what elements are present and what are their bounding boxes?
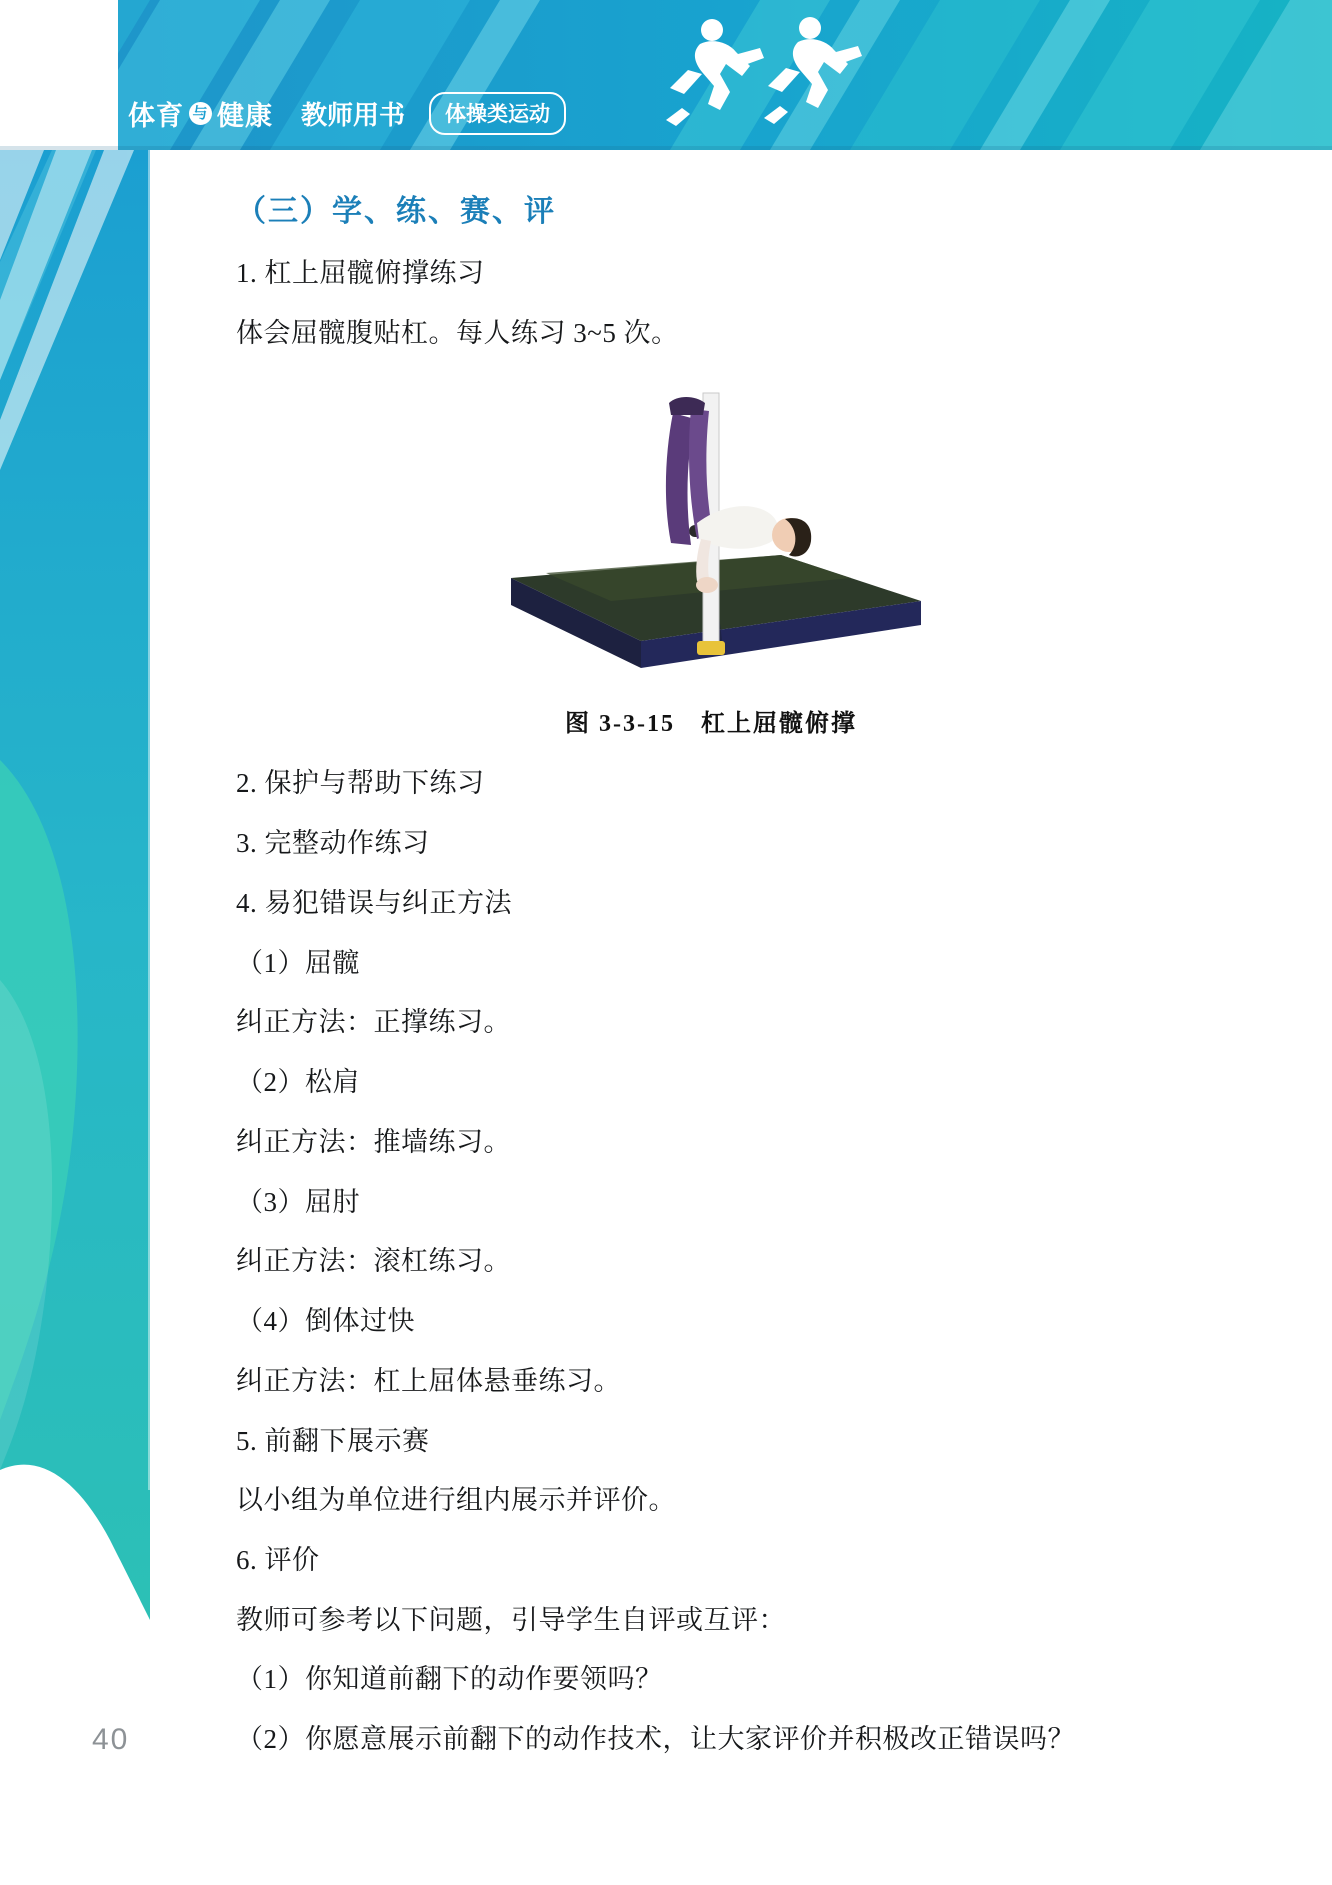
paragraph-15: 以小组为单位进行组内展示并评价。 [236,1485,676,1516]
paragraph-16: 6. 评价 [236,1545,320,1576]
chapter-badge: 体操类运动 [429,92,566,135]
book-title [128,94,273,133]
paragraph-13: 纠正方法：杠上屈体悬垂练习。 [236,1365,621,1396]
paragraph-17: 教师可参考以下问题，引导学生自评或互评： [236,1604,786,1635]
book-title-left: 体育 [128,101,184,131]
header-titles [128,92,566,135]
paragraph-11: 纠正方法：滚杠练习。 [236,1246,511,1277]
paragraph-12: （4）倒体过快 [236,1306,415,1337]
paragraph-18: （1）你知道前翻下的动作要领吗？ [236,1664,663,1695]
paragraph-2: 体会屈髋腹贴杠。每人练习 3~5 次。 [236,317,679,348]
page-content [236,186,1186,1778]
paragraph-5: 4. 易犯错误与纠正方法 [236,887,512,918]
rail-graphics [0,0,150,1885]
paragraph-4: 3. 完整动作练习 [236,828,430,859]
paragraph-8: （2）松肩 [236,1067,360,1098]
book-title-amp: 与 [189,102,212,125]
paragraph-7: 纠正方法：正撑练习。 [236,1007,511,1038]
paragraph-6: （1）屈髋 [236,947,360,978]
gymnast-on-bar-illustration [451,373,971,693]
paragraph-14: 5. 前翻下展示赛 [236,1425,430,1456]
left-decoration-rail [0,0,150,1885]
book-subtitle: 教师用书 [301,100,406,130]
figure-image [451,373,971,693]
page-number: 40 [92,1723,130,1756]
paragraph-3: 2. 保护与帮助下练习 [236,768,485,799]
paragraph-10: （3）屈肘 [236,1186,360,1217]
runner-icon [650,14,880,139]
paragraph-19: （2）你愿意展示前翻下的动作技术，让大家评价并积极改正错误吗？ [236,1724,1075,1755]
figure-caption: 图 3-3-15 杠上屈髋俯撑 [565,711,857,738]
section-heading: （三）学、练、赛、评 [236,195,556,228]
paragraph-1: 1. 杠上屈髋俯撑练习 [236,258,485,288]
paragraph-9: 纠正方法：推墙练习。 [236,1126,511,1157]
book-title-right: 健康 [217,101,273,131]
banner-edge [0,146,1332,150]
figure-block [236,373,1186,738]
